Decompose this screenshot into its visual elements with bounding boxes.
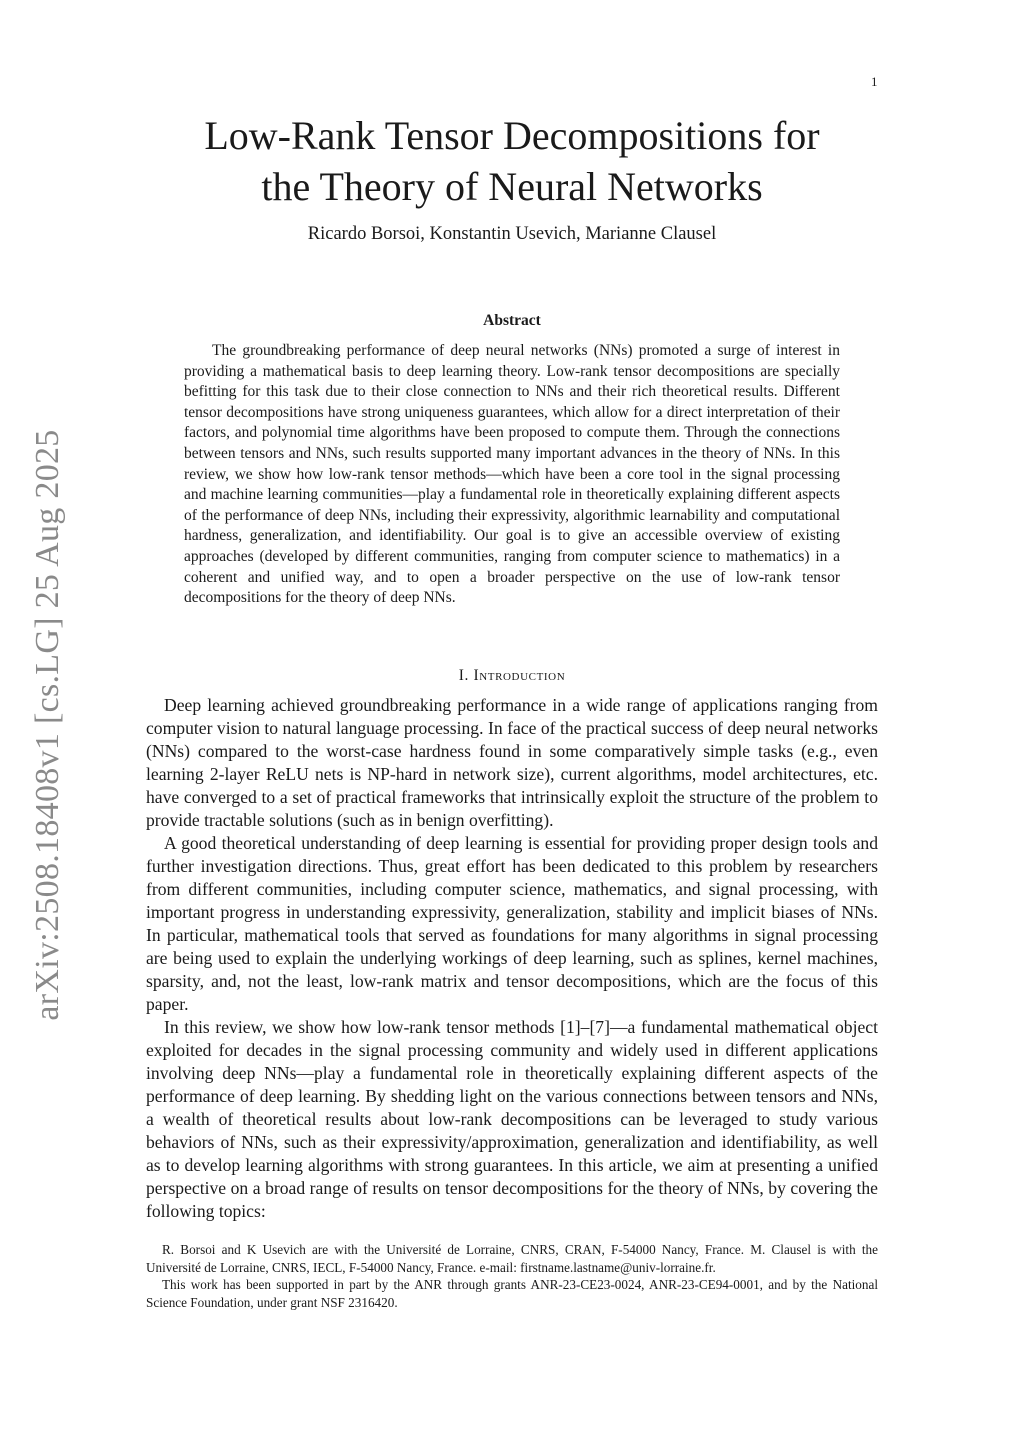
paper-title-line-2: the Theory of Neural Networks <box>261 164 763 209</box>
page-number: 1 <box>871 74 878 89</box>
section-title: Introduction <box>473 667 566 684</box>
body-paragraph: In this review, we show how low-rank tensor methods [1]–[7]—a fundamental mathematical object exploited for decades in the signal processing community and widely used in different applications involving deep NNs—play a fundamental role in theoretically explaining different aspects of the performance of deep learning. By shedding light on the various connections between tensors and NNs, a wealth of theoretical results about low-rank decompositions can be leveraged to study various behaviors of NNs, such as their expressivity/approximation, generalization and identifiability, as well as to develop learning algorithms with strong guarantees. In this article, we aim at presenting a unified perspective on a broad range of results on tensor decompositions for the theory of NNs, by covering the following topics: <box>146 1017 878 1221</box>
paper-title-line-1: Low-Rank Tensor Decompositions for <box>204 113 820 158</box>
paper-title <box>146 110 878 212</box>
arxiv-identifier-stamp: arXiv:2508.18408v1 [cs.LG] 25 Aug 2025 <box>29 429 66 1021</box>
abstract-text: The groundbreaking performance of deep neural networks (NNs) promoted a surge of interest in providing a mathematical basis to deep learning theory. Low-rank tensor decompositions are specially befitting for this task due to their close connection to NNs and their rich theoretical results. Different tensor decompositions have strong uniqueness guarantees, which allow for a direct interpretation of their factors, and polynomial time algorithms have been proposed to compute them. Through the connections between tensors and NNs, such results supported many important advances in the theory of NNs. In this review, we show how low-rank tensor methods—which have been a core tool in the signal processing and machine learning communities—play a fundamental role in theoretically explaining different aspects of the performance of deep NNs, including their expressivity, algorithmic learnability and computational hardness, generalization, and identifiability. Our goal is to give an accessible overview of existing approaches (developed by different communities, ranging from computer science to mathematics) in a coherent and unified way, and to open a broader perspective on the use of low-rank tensor decompositions for the theory of deep NNs. <box>184 342 840 607</box>
abstract-heading: Abstract <box>483 312 541 329</box>
body-paragraph: Deep learning achieved groundbreaking performance in a wide range of applications ranging from computer vision to natural language processing. In face of the practical success of deep neural networks (NNs) compared to the worst-case hardness found in some comparatively simple tasks (e.g., even learning 2-layer ReLU nets is NP-hard in network size), current algorithms, model architectures, etc. have converged to a set of practical frameworks that intrinsically exploit the structure of the problem to provide tractable solutions (such as in benign overfitting). <box>146 695 878 830</box>
author-list: Ricardo Borsoi, Konstantin Usevich, Marianne Clausel <box>307 224 717 244</box>
section-heading <box>146 667 878 685</box>
footnote-funding: This work has been supported in part by the ANR through grants ANR-23-CE23-0024, ANR-23-CE94-0001, and by the National Science Foundation, under grant NSF 2316420. <box>146 1277 878 1310</box>
section-number: I. <box>458 667 469 684</box>
body-paragraph: A good theoretical understanding of deep learning is essential for providing proper design tools and further investigation directions. Thus, great effort has been dedicated to this problem by researchers from different communities, including computer science, mathematics, and signal processing, with important progress in understanding expressivity, generalization, stability and implicit biases of NNs. In particular, mathematical tools that served as foundations for many algorithms in signal processing are being used to explain the underlying workings of deep learning, such as splines, kernel machines, sparsity, and, not the least, low-rank matrix and tensor decompositions, which are the focus of this paper. <box>146 833 878 1014</box>
introduction-body <box>146 694 878 1223</box>
footnotes <box>146 1241 878 1311</box>
footnote-affiliations: R. Borsoi and K Usevich are with the Université de Lorraine, CNRS, CRAN, F-54000 Nancy, France. M. Clausel is with the Université de Lorraine, CNRS, IECL, F-54000 Nancy, France. e-mail: firstname.lastname@univ-lorraine.fr. <box>146 1242 878 1275</box>
